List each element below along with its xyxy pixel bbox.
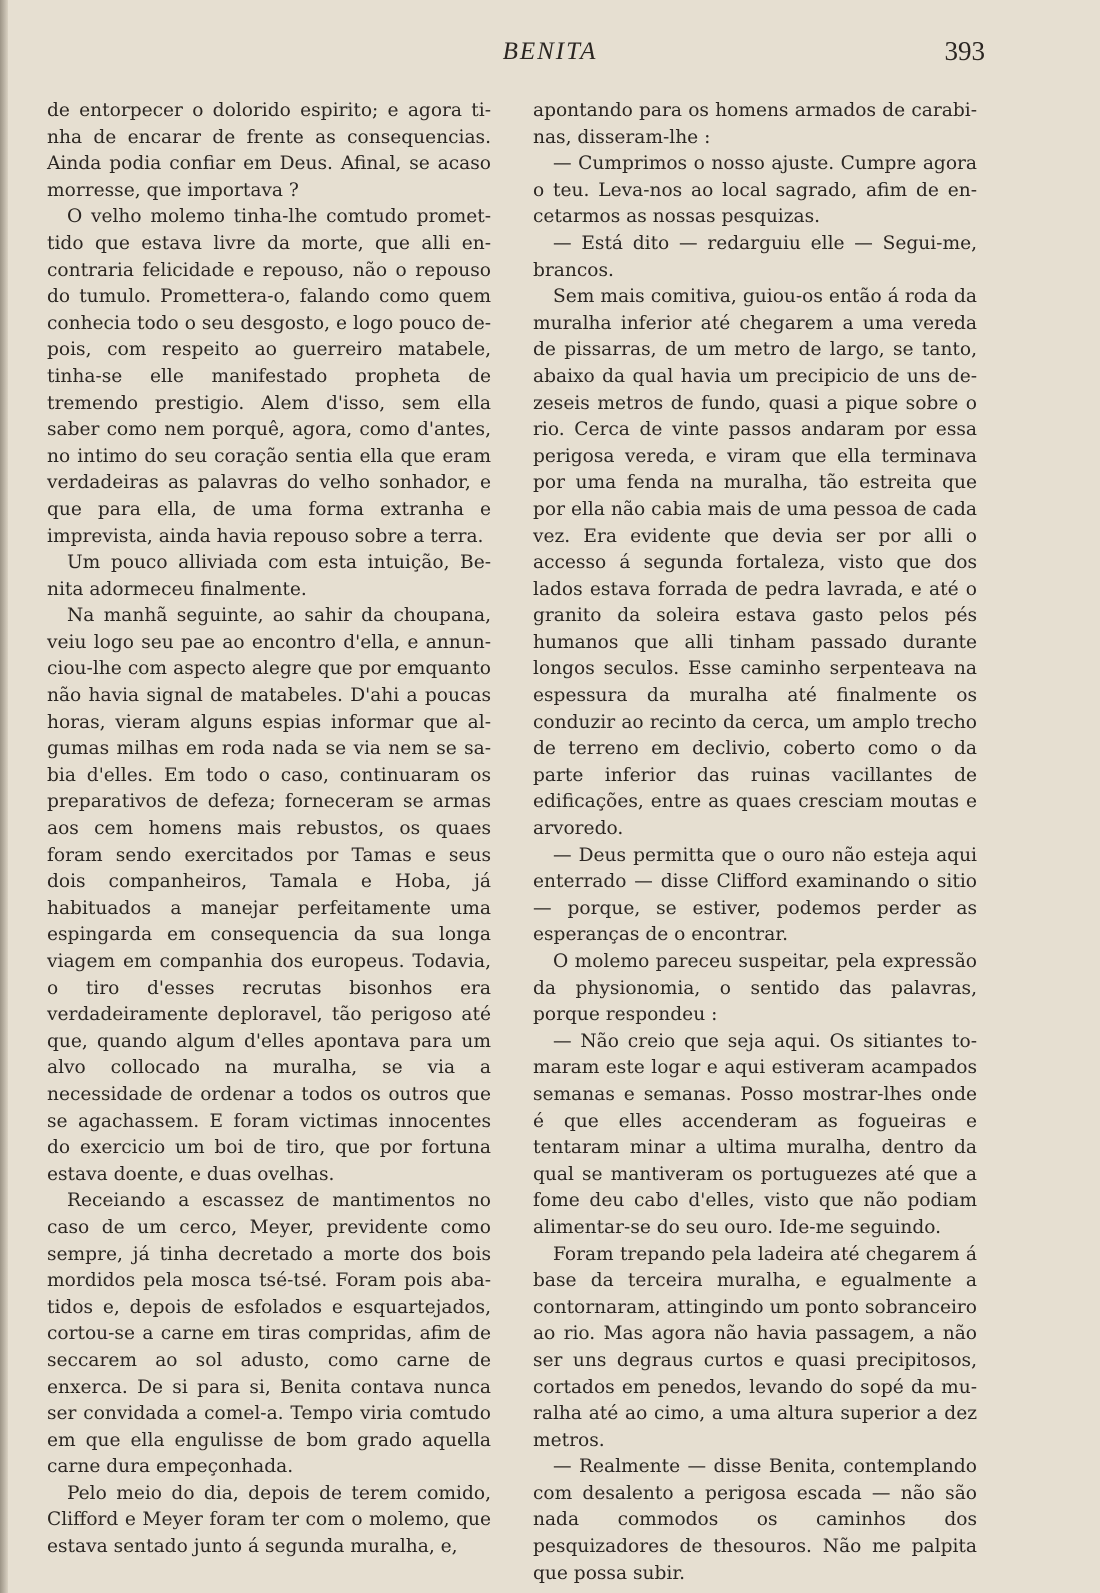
paragraph: Sem mais comitiva, guiou-os então á roda da muralha inferior até chegarem a uma vereda de pissarras, de um metro de largo, se tanto, abaixo da qual havia um precipicio de uns dezeseis metros de fundo, quasi a pique sobre o rio. Cerca de vinte passos andaram por essa perigosa vereda, e viram que ella terminava por uma fenda na muralha, tão estreita que por ella não cabia mais de uma pessoa de cada vez. Era evidente que devia ser por alli o accesso á segunda fortaleza, visto que dos lados estava forrada de pedra lavrada, e até o granito da soleira estava gasto pelos pés humanos que alli tinham passado durante longos seculos. Esse caminho serpenteava na espessura da muralha até finalmente os conduzir ao recinto da cerca, um amplo trecho de terreno em declivio, coberto como o da parte inferior das ruinas vacillantes de edificações, entre as quaes cresciam moutas e arvoredo. [533,286,977,840]
left-column [47,98,491,1561]
paragraph: — Cumprimos o nosso ajuste. Cumpre agora o teu. Leva-nos ao local sagrado, afim de encetarmos as nossas pesquizas. [533,153,977,228]
page-number: 393 [944,36,985,66]
paragraph: Foram trepando pela ladeira até chegarem á base da terceira muralha, e egualmente a contornaram, attingindo um ponto sobranceiro ao rio. Mas agora não havia passagem, a não ser uns degraus curtos e quasi precipitosos, cortados em penedos, levando do sopé da muralha até ao cimo, a uma altura superior a dez metros. [533,1243,977,1451]
paragraph: de entorpecer o dolorido espirito; e agora tinha de encarar de frente as consequencias. Ainda podia confiar em Deus. Afinal, se acaso morresse, que importava ? [47,100,491,201]
paragraph: — Não creio que seja aqui. Os sitiantes tomaram este logar e aqui estiveram acampados semanas e semanas. Posso mostrar-lhes onde é que elles accenderam as fogueiras e tentaram minar a ultima muralha, dentro da qual se mantiveram os portuguezes até que a fome deu cabo d'elles, visto que não podiam alimentar-se do seu ouro. Ide-me seguindo. [533,1030,977,1238]
paragraph: Um pouco alliviada com esta intuição, Benita adormeceu finalmente. [47,552,491,600]
paragraph: apontando para os homens armados de carabinas, disseram-lhe : [533,100,977,148]
page-edge [0,0,8,1593]
paragraph: Receiando a escassez de mantimentos no caso de um cerco, Meyer, previdente como sempre, já tinha decretado a morte dos bois mordidos pela mosca tsé-tsé. Foram pois abatidos e, depois de esfolados e esquartejados, cortou-se a carne em tiras compridas, afim de seccarem ao sol adusto, como carne de enxerca. De si para si, Benita contava nunca ser convidada a comel-a. Tempo viria comtudo em que ella engulisse de bom grado aquella carne dura empeçonhada. [47,1190,491,1478]
paragraph: O velho molemo tinha-lhe comtudo promettido que estava livre da morte, que alli encontraria felicidade e repouso, não o repouso do tumulo. Promettera-o, falando como quem conhecia todo o seu desgosto, e logo pouco depois, com respeito ao guerreiro matabele, tinha-se elle manifestado propheta de tremendo prestigio. Alem d'isso, sem ella saber como nem porquê, agora, como d'antes, no intimo do seu coração sentia ella que eram verdadeiras as palavras do velho sonhador, e que para ella, de uma forma extranha e imprevista, ainda havia repouso sobre a terra. [47,206,491,547]
paragraph: — Está dito — redarguiu elle — Segui-me, brancos. [533,232,977,281]
right-column [533,98,977,1587]
running-title: BENITA [502,38,598,65]
paragraph: — Realmente — disse Benita, contemplando com desalento a perigosa escada — não são nada commodos os caminhos dos pesquizadores de thesouros. Não me palpita que possa subir. [533,1456,977,1584]
paragraph: Na manhã seguinte, ao sahir da choupana, veiu logo seu pae ao encontro d'ella, e annunciou-lhe com aspecto alegre que por emquanto não havia signal de matabeles. D'ahi a poucas horas, vieram alguns espias informar que algumas milhas em roda nada se via nem se sabia d'elles. Em todo o caso, continuaram os preparativos de defeza; forneceram se armas aos cem homens mais rebustos, os quaes foram sendo exercitados por Tamas e seus dois companheiros, Tamala e Hoba, já habituados a manejar perfeitamente uma espingarda em consequencia da sua longa viagem em companhia dos europeus. Todavia, o tiro d'esses recrutas bisonhos era verdadeiramente deploravel, tão perigoso até que, quando algum d'elles apontava para um alvo collocado na muralha, se via a necessidade de ordenar a todos os outros que se agachassem. E foram victimas innocentes do exercicio um boi de tiro, que por fortuna estava doente, e duas ovelhas. [47,605,491,1185]
paragraph: — Deus permitta que o ouro não esteja aqui enterrado — disse Clifford examinando o sitio— porque, se estiver, podemos perder as esperanças de o encontrar. [533,844,977,946]
paragraph: Pelo meio do dia, depois de terem comido, Clifford e Meyer foram ter com o molemo, que estava sentado junto á segunda muralha, e, [47,1482,491,1558]
paragraph: O molemo pareceu suspeitar, pela expressão da physionomia, o sentido das palavras, porque respondeu : [533,951,977,1026]
